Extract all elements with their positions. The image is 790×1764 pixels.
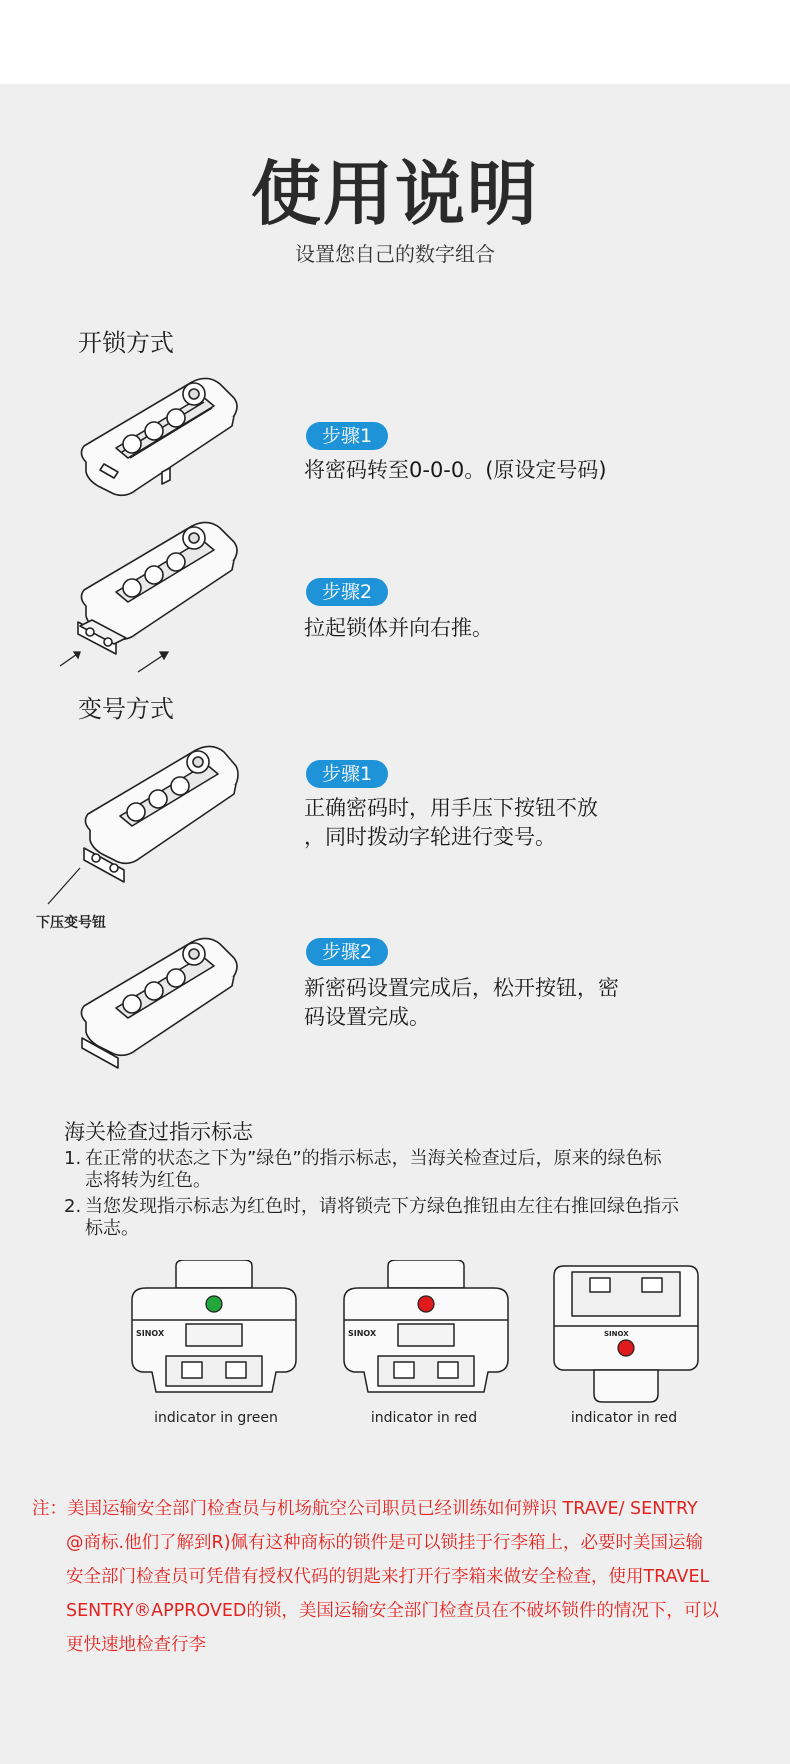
unlock-step1-badge: 步骤1 — [306, 422, 388, 450]
page-title: 使用说明 — [251, 153, 539, 235]
change-step2-badge: 步骤2 — [306, 938, 388, 966]
indicator-caption-2: indicator in red — [370, 1410, 478, 1426]
indicator-dot-green — [206, 1296, 222, 1312]
brand-text: SINOX — [604, 1330, 629, 1338]
press-button-label: 下压变号钮 — [36, 915, 106, 931]
change-step1-badge: 步骤1 — [306, 760, 388, 788]
lock-illustration-unlock-step1 — [74, 368, 244, 498]
note-line: 美国运输安全部门检查员与机场航空公司职员已经训练如何辨识 TRAVE/ SENTRY — [67, 1499, 698, 1519]
change-step1-text: 正确密码时，用手压下按钮不放 ，同时拨动字轮进行变号。 — [304, 796, 598, 849]
customs-item-number: 1. — [64, 1148, 82, 1169]
customs-item-1 — [64, 1148, 734, 1192]
customs-heading: 海关检查过指示标志 — [64, 1120, 253, 1144]
customs-item-text: 当您发现指示标志为红色时，请将锁壳下方绿色推钮由左往右推回绿色指示 标志。 — [85, 1196, 679, 1239]
note-line-5: 更快速地检查行李 — [66, 1635, 206, 1655]
unlock-heading: 开锁方式 — [78, 329, 174, 357]
instruction-page — [0, 84, 790, 1764]
brand-text: SINOX — [136, 1329, 165, 1338]
customs-item-2 — [64, 1196, 734, 1240]
note-line-3: 安全部门检查员可凭借有授权代码的钥匙来打开行李箱来做安全检查，使用TRAVEL — [66, 1567, 710, 1587]
page-subtitle: 设置您自己的数字组合 — [295, 242, 495, 266]
note-line-2: @商标.他们了解到R)佩有这种商标的锁件是可以锁挂于行李箱上，必要时美国运输 — [66, 1533, 704, 1553]
lock-illustration-change-step2 — [70, 930, 250, 1070]
unlock-step2-text: 拉起锁体并向右推。 — [304, 616, 493, 640]
indicator-lock-green — [126, 1260, 302, 1400]
lock-illustration-unlock-step2 — [56, 516, 246, 676]
change-heading: 变号方式 — [78, 695, 174, 723]
customs-item-number: 2. — [64, 1196, 82, 1217]
indicator-caption-1: indicator in green — [154, 1410, 278, 1426]
unlock-step2-badge: 步骤2 — [306, 578, 388, 606]
note-line-1 — [32, 1492, 698, 1526]
brand-text: SINOX — [348, 1329, 377, 1338]
change-step2-text: 新密码设置完成后，松开按钮，密 码设置完成。 — [304, 976, 619, 1029]
indicator-lock-red — [338, 1260, 514, 1400]
lock-illustration-change-step1 — [40, 738, 240, 918]
note-prefix: 注： — [32, 1499, 67, 1519]
note-line-4: SENTRY®APPROVED的锁，美国运输安全部门检查员在不破坏锁件的情况下，可以 — [66, 1601, 719, 1621]
indicator-dot-red — [618, 1340, 634, 1356]
indicator-lock-red-underside — [550, 1264, 702, 1404]
customs-item-text: 在正常的状态之下为”绿色”的指示标志，当海关检查过后，原来的绿色标 志将转为红色。 — [85, 1148, 662, 1191]
indicator-dot-red — [418, 1296, 434, 1312]
unlock-step1-text: 将密码转至0-0-0。(原设定号码) — [304, 458, 607, 482]
indicator-caption-3: indicator in red — [570, 1410, 678, 1426]
